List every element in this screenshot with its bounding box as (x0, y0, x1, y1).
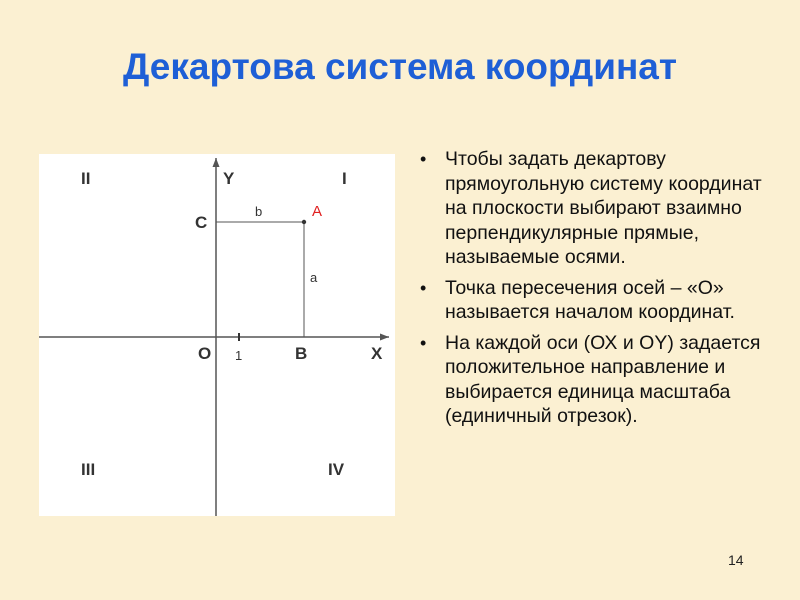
y-axis-label: Y (223, 169, 235, 188)
point-c-label: C (195, 213, 208, 232)
bullet-text: Точка пересечения осей – «О» называется началом координат. (445, 276, 735, 323)
bullet-list (418, 147, 768, 435)
point-a-dot (302, 220, 306, 224)
quadrant-3-label: III (81, 460, 96, 479)
point-a-label: A (312, 203, 323, 220)
quadrant-1-label: I (342, 169, 347, 188)
slide-title: Декартова система координат (123, 46, 677, 87)
bullet-item (418, 276, 768, 325)
quadrant-2-label: II (81, 169, 91, 188)
coordinate-plane (39, 154, 395, 516)
segment-b-label: b (255, 204, 263, 219)
bullet-item (418, 147, 768, 270)
coordinate-diagram (39, 154, 395, 516)
bullet-dot-icon: • (420, 277, 427, 298)
segment-a-label: a (310, 270, 318, 285)
bullet-text: На каждой оси (ОХ и ОY) задается положительное направление и выбирается единица масштаба (единичный отрезок). (445, 331, 761, 427)
bullet-dot-icon: • (420, 332, 427, 353)
page-number: 14 (728, 552, 744, 568)
point-b-label: B (295, 344, 308, 363)
x-axis-label: X (371, 344, 383, 363)
bullet-text: Чтобы задать декартову прямоугольную систему координат на плоскости выбирают взаимно перпендикулярные прямые, называемые осями. (445, 148, 762, 268)
origin-label: O (198, 344, 212, 363)
bullet-dot-icon: • (420, 149, 427, 169)
bullet-item (418, 331, 768, 429)
quadrant-4-label: IV (328, 460, 345, 479)
unit-label: 1 (235, 348, 243, 363)
